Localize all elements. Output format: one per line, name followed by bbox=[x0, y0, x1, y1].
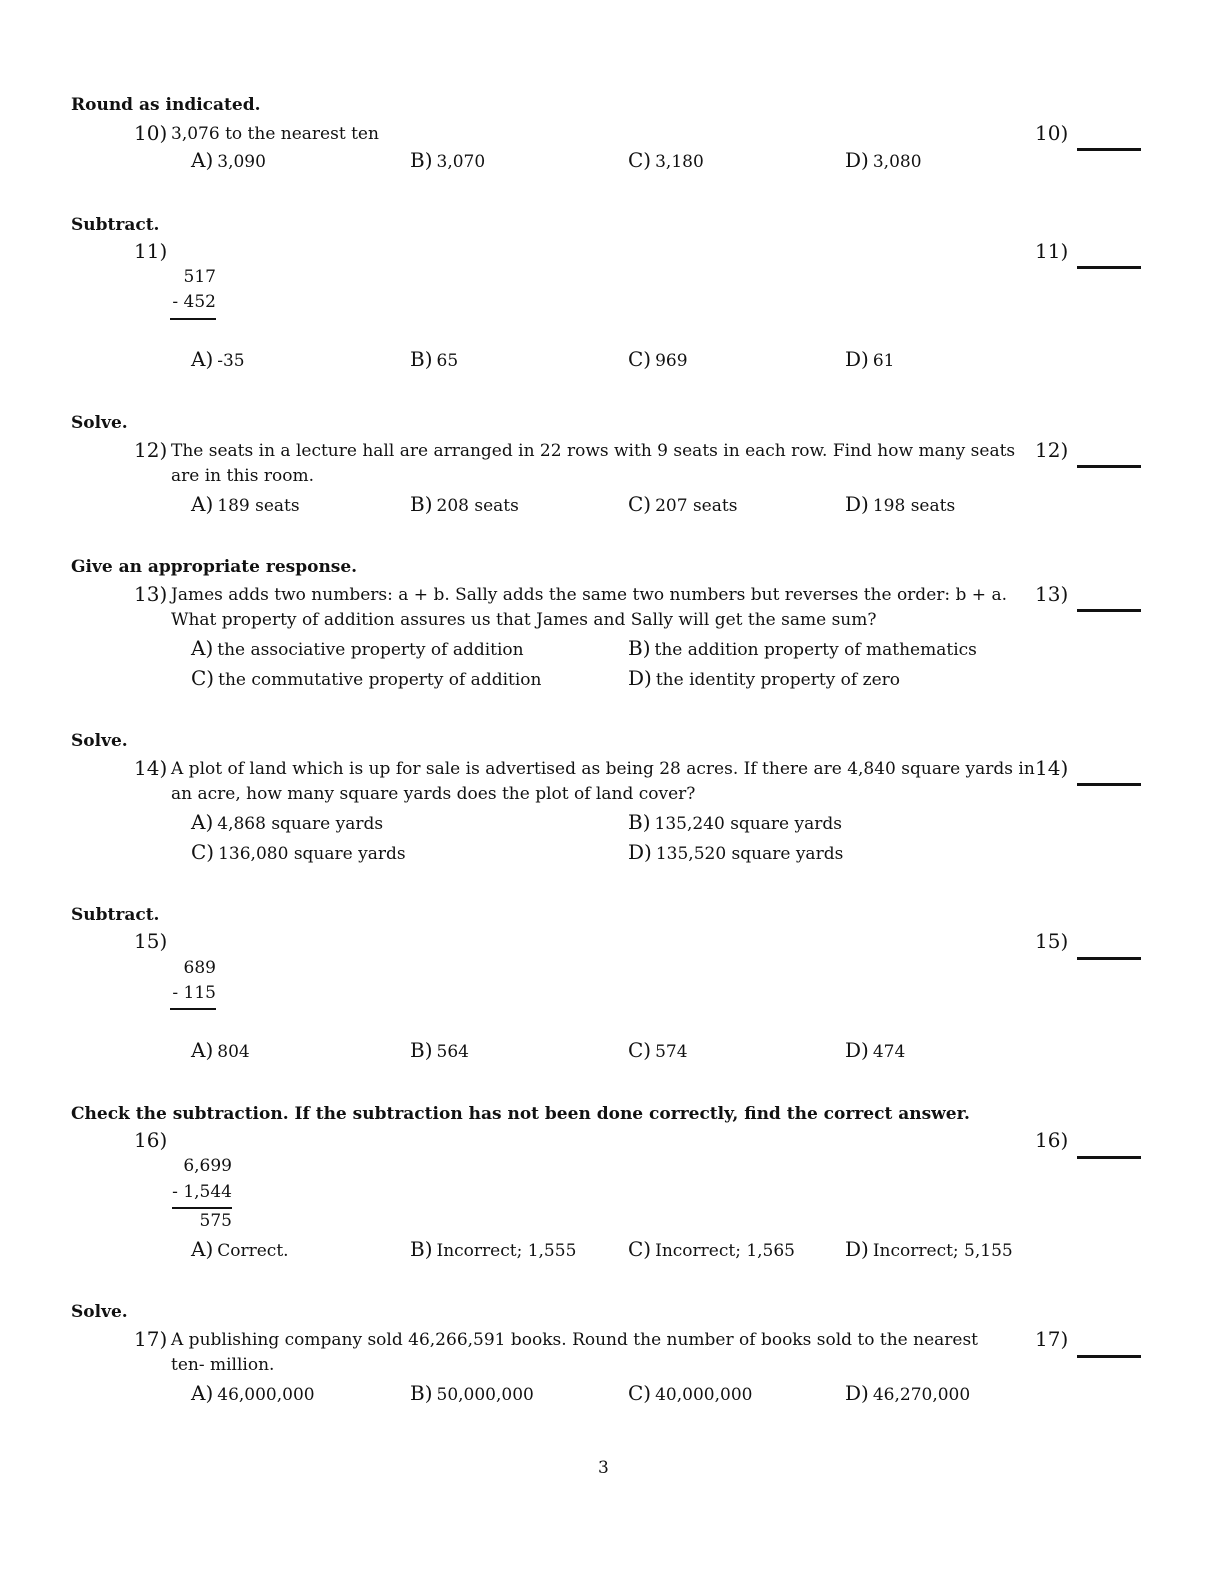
choice-text: 136,080 square yards bbox=[218, 844, 406, 864]
answer-number: 15) bbox=[1035, 929, 1069, 953]
answer-number: 14) bbox=[1035, 756, 1069, 780]
choice-c bbox=[628, 1381, 752, 1405]
choice-b bbox=[410, 1237, 576, 1261]
arithmetic-line: - 115 bbox=[172, 983, 216, 1003]
choice-letter: B) bbox=[410, 148, 433, 172]
choice-a bbox=[191, 148, 266, 172]
question-number: 12) bbox=[134, 438, 168, 462]
arithmetic-line: 517 bbox=[183, 267, 216, 287]
choice-letter: A) bbox=[191, 1381, 214, 1405]
choice-b bbox=[410, 1381, 534, 1405]
question-number: 13) bbox=[134, 582, 168, 606]
arithmetic-result: 575 bbox=[199, 1211, 232, 1231]
question-text: The seats in a lecture hall are arranged in 22 rows with 9 seats in each row. Find how many seats bbox=[171, 441, 1016, 461]
question-text: A publishing company sold 46,266,591 books. Round the number of books sold to the nearest bbox=[171, 1330, 979, 1350]
choice-text: 46,000,000 bbox=[217, 1385, 315, 1405]
choice-letter: D) bbox=[845, 1381, 869, 1405]
choice-text: 40,000,000 bbox=[655, 1385, 753, 1405]
answer-blank[interactable] bbox=[1077, 1156, 1141, 1159]
choice-letter: D) bbox=[845, 148, 869, 172]
choice-text: 208 seats bbox=[436, 496, 519, 516]
question-text: 3,076 to the nearest ten bbox=[171, 124, 379, 144]
choice-b bbox=[628, 636, 977, 660]
choice-letter: A) bbox=[191, 1237, 214, 1261]
answer-blank[interactable] bbox=[1077, 1355, 1141, 1358]
choice-c bbox=[191, 840, 406, 864]
choice-letter: C) bbox=[628, 347, 652, 371]
section-heading: Give an appropriate response. bbox=[71, 557, 358, 577]
choice-text: Incorrect; 1,565 bbox=[655, 1241, 795, 1261]
choice-text: the identity property of zero bbox=[655, 670, 900, 690]
choice-text: Correct. bbox=[217, 1241, 289, 1261]
answer-blank[interactable] bbox=[1077, 465, 1141, 468]
choice-c bbox=[628, 492, 737, 516]
choice-b bbox=[628, 810, 842, 834]
choice-d bbox=[845, 347, 894, 371]
choice-c bbox=[628, 1237, 795, 1261]
page-number: 3 bbox=[598, 1458, 609, 1478]
choice-b bbox=[410, 1038, 469, 1062]
answer-number: 10) bbox=[1035, 121, 1069, 145]
question-number: 10) bbox=[134, 121, 168, 145]
choice-letter: A) bbox=[191, 810, 214, 834]
choice-c bbox=[191, 666, 541, 690]
choice-letter: A) bbox=[191, 1038, 214, 1062]
choice-b bbox=[410, 492, 519, 516]
choice-text: 3,080 bbox=[872, 152, 922, 172]
question-number: 11) bbox=[134, 239, 168, 263]
choice-d bbox=[845, 148, 922, 172]
choice-text: 50,000,000 bbox=[436, 1385, 534, 1405]
answer-number: 11) bbox=[1035, 239, 1069, 263]
choice-d bbox=[628, 666, 900, 690]
choice-letter: B) bbox=[628, 636, 651, 660]
choice-text: 3,180 bbox=[655, 152, 704, 172]
choice-a bbox=[191, 347, 245, 371]
choice-text: 3,070 bbox=[436, 152, 486, 172]
answer-blank[interactable] bbox=[1077, 783, 1141, 786]
choice-text: 65 bbox=[436, 351, 459, 371]
choice-letter: A) bbox=[191, 492, 214, 516]
choice-c bbox=[628, 347, 688, 371]
section-heading: Solve. bbox=[71, 413, 128, 433]
choice-letter: A) bbox=[191, 347, 214, 371]
choice-letter: B) bbox=[628, 810, 651, 834]
choice-text: -35 bbox=[217, 351, 245, 371]
choice-text: 135,240 square yards bbox=[654, 814, 842, 834]
answer-blank[interactable] bbox=[1077, 266, 1141, 269]
section-heading: Solve. bbox=[71, 1302, 128, 1322]
choice-letter: C) bbox=[191, 840, 215, 864]
choice-letter: B) bbox=[410, 347, 433, 371]
arithmetic-line: 689 bbox=[183, 958, 216, 978]
question-number: 15) bbox=[134, 929, 168, 953]
choice-text: 3,090 bbox=[217, 152, 266, 172]
choice-letter: A) bbox=[191, 148, 214, 172]
choice-text: 135,520 square yards bbox=[655, 844, 844, 864]
question-text: are in this room. bbox=[171, 466, 314, 486]
choice-text: 4,868 square yards bbox=[217, 814, 384, 834]
choice-text: the addition property of mathematics bbox=[654, 640, 977, 660]
choice-d bbox=[845, 492, 955, 516]
subtraction-rule bbox=[170, 318, 216, 320]
choice-text: 46,270,000 bbox=[872, 1385, 971, 1405]
choice-letter: D) bbox=[845, 347, 869, 371]
choice-text: 574 bbox=[655, 1042, 688, 1062]
section-heading: Solve. bbox=[71, 731, 128, 751]
choice-text: 207 seats bbox=[655, 496, 738, 516]
choice-text: 474 bbox=[872, 1042, 906, 1062]
choice-a bbox=[191, 810, 383, 834]
section-heading: Subtract. bbox=[71, 905, 160, 925]
arithmetic-line: 6,699 bbox=[183, 1156, 232, 1176]
choice-letter: A) bbox=[191, 636, 214, 660]
choice-text: 969 bbox=[655, 351, 688, 371]
choice-c bbox=[628, 1038, 688, 1062]
choice-letter: D) bbox=[628, 840, 652, 864]
section-heading: Subtract. bbox=[71, 215, 160, 235]
section-heading: Check the subtraction. If the subtraction has not been done correctly, find the correct answer. bbox=[71, 1104, 970, 1124]
section-heading: Round as indicated. bbox=[71, 95, 261, 115]
choice-a bbox=[191, 1381, 315, 1405]
choice-text: the commutative property of addition bbox=[218, 670, 542, 690]
choice-letter: D) bbox=[845, 492, 869, 516]
question-number: 14) bbox=[134, 756, 168, 780]
choice-b bbox=[410, 347, 458, 371]
choice-text: 198 seats bbox=[872, 496, 956, 516]
question-text: ten- million. bbox=[171, 1355, 275, 1375]
choice-d bbox=[845, 1038, 905, 1062]
choice-c bbox=[628, 148, 704, 172]
answer-blank[interactable] bbox=[1077, 957, 1141, 960]
choice-d bbox=[845, 1237, 1013, 1261]
choice-d bbox=[845, 1381, 970, 1405]
choice-text: 804 bbox=[217, 1042, 250, 1062]
choice-text: the associative property of addition bbox=[217, 640, 524, 660]
choice-letter: B) bbox=[410, 492, 433, 516]
subtraction-rule bbox=[172, 1207, 232, 1209]
choice-a bbox=[191, 1237, 289, 1261]
subtraction-rule bbox=[170, 1008, 216, 1010]
choice-text: 189 seats bbox=[217, 496, 300, 516]
choice-d bbox=[628, 840, 843, 864]
answer-blank[interactable] bbox=[1077, 148, 1141, 151]
choice-a bbox=[191, 1038, 250, 1062]
question-number: 16) bbox=[134, 1128, 168, 1152]
choice-text: 61 bbox=[872, 351, 895, 371]
choice-letter: B) bbox=[410, 1237, 433, 1261]
choice-letter: C) bbox=[628, 492, 652, 516]
choice-letter: D) bbox=[628, 666, 652, 690]
arithmetic-line: - 1,544 bbox=[172, 1182, 232, 1202]
answer-number: 17) bbox=[1035, 1327, 1069, 1351]
question-number: 17) bbox=[134, 1327, 168, 1351]
choice-letter: D) bbox=[845, 1038, 869, 1062]
choice-letter: D) bbox=[845, 1237, 869, 1261]
choice-text: Incorrect; 1,555 bbox=[436, 1241, 577, 1261]
choice-a bbox=[191, 492, 300, 516]
choice-letter: B) bbox=[410, 1381, 433, 1405]
choice-letter: C) bbox=[628, 1038, 652, 1062]
answer-number: 12) bbox=[1035, 438, 1069, 462]
answer-number: 13) bbox=[1035, 582, 1069, 606]
question-text: an acre, how many square yards does the plot of land cover? bbox=[171, 784, 696, 804]
question-text: A plot of land which is up for sale is advertised as being 28 acres. If there are 4,840 square yards in bbox=[171, 759, 1035, 779]
choice-letter: C) bbox=[191, 666, 215, 690]
choice-a bbox=[191, 636, 524, 660]
choice-text: Incorrect; 5,155 bbox=[872, 1241, 1013, 1261]
arithmetic-line: - 452 bbox=[172, 292, 216, 312]
choice-letter: C) bbox=[628, 1381, 652, 1405]
choice-text: 564 bbox=[436, 1042, 469, 1062]
choice-letter: C) bbox=[628, 1237, 652, 1261]
answer-blank[interactable] bbox=[1077, 609, 1141, 612]
choice-letter: B) bbox=[410, 1038, 433, 1062]
choice-b bbox=[410, 148, 485, 172]
choice-letter: C) bbox=[628, 148, 652, 172]
answer-number: 16) bbox=[1035, 1128, 1069, 1152]
question-text: What property of addition assures us that James and Sally will get the same sum? bbox=[171, 610, 877, 630]
question-text: James adds two numbers: a + b. Sally adds the same two numbers but reverses the order: b + a. bbox=[171, 585, 1007, 605]
